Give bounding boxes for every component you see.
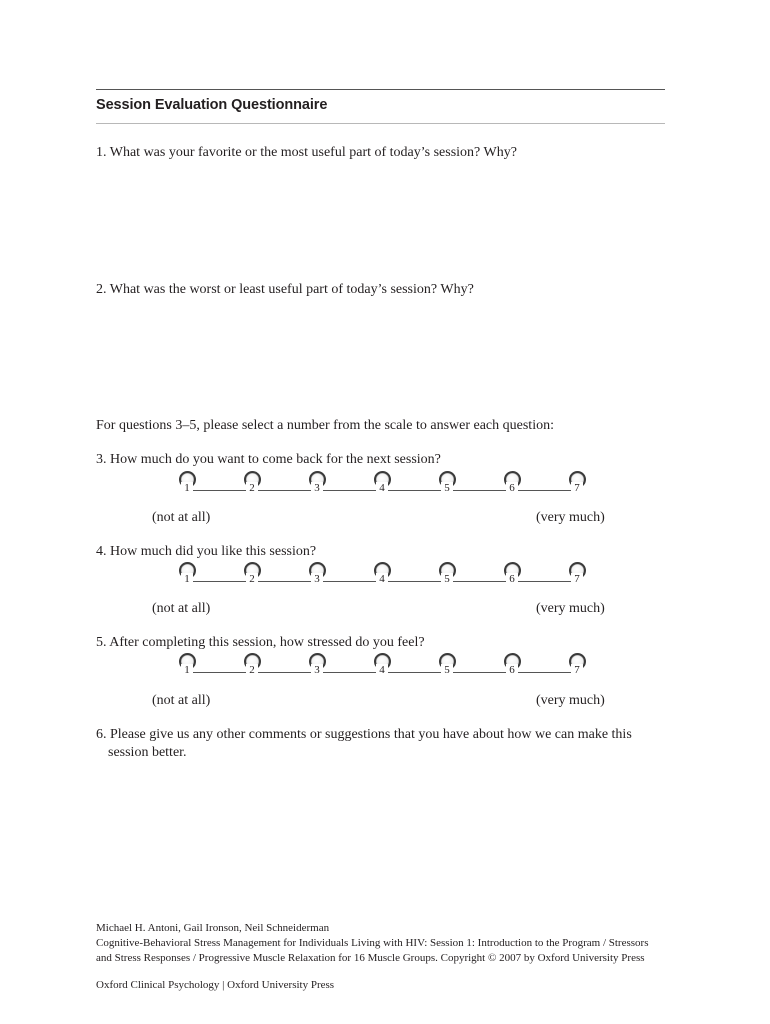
scale-number-5: 5 xyxy=(441,482,453,494)
rating-scale-q5 xyxy=(160,653,600,713)
footer-citation-line-1: Cognitive-Behavioral Stress Management for Individuals Living with HIV: Session 1: Introduction to the Program / Stressors xyxy=(96,937,649,949)
scale-number-7: 7 xyxy=(571,482,583,494)
scale-low-label: (not at all) xyxy=(152,693,211,708)
footer-authors: Michael H. Antoni, Gail Ironson, Neil Schneiderman xyxy=(96,922,330,934)
scale-number-2: 2 xyxy=(246,664,258,676)
question-1: 1. What was your favorite or the most useful part of today’s session? Why? xyxy=(96,145,517,160)
scale-number-3: 3 xyxy=(311,482,323,494)
scale-number-4: 4 xyxy=(376,573,388,585)
rating-scale-q4 xyxy=(160,562,600,622)
page-title: Session Evaluation Questionnaire xyxy=(96,97,328,113)
top-rule xyxy=(96,89,665,90)
scale-number-1: 1 xyxy=(181,573,193,585)
title-underline xyxy=(96,123,665,124)
question-4: 4. How much did you like this session? xyxy=(96,544,317,559)
question-5: 5. After completing this session, how stressed do you feel? xyxy=(96,635,425,650)
scale-number-3: 3 xyxy=(311,664,323,676)
scale-number-6: 6 xyxy=(506,664,518,676)
scale-number-6: 6 xyxy=(506,482,518,494)
scale-low-label: (not at all) xyxy=(152,601,211,616)
question-6-line-2: session better. xyxy=(108,745,187,760)
scale-number-4: 4 xyxy=(376,482,388,494)
question-3: 3. How much do you want to come back for the next session? xyxy=(96,452,441,467)
rating-scale-q3 xyxy=(160,471,600,531)
scale-number-5: 5 xyxy=(441,664,453,676)
scale-number-7: 7 xyxy=(571,664,583,676)
scale-number-2: 2 xyxy=(246,482,258,494)
question-6 xyxy=(96,726,676,762)
scale-number-1: 1 xyxy=(181,664,193,676)
scale-number-1: 1 xyxy=(181,482,193,494)
question-2: 2. What was the worst or least useful part of today’s session? Why? xyxy=(96,282,474,297)
scale-high-label: (very much) xyxy=(536,601,605,616)
question-6-line-1: 6. Please give us any other comments or suggestions that you have about how we can make this xyxy=(96,727,632,742)
scale-low-label: (not at all) xyxy=(152,510,211,525)
scale-number-7: 7 xyxy=(571,573,583,585)
scale-number-2: 2 xyxy=(246,573,258,585)
scale-instruction: For questions 3–5, please select a number from the scale to answer each question: xyxy=(96,418,554,433)
footer-publisher: Oxford Clinical Psychology | Oxford University Press xyxy=(96,979,335,991)
scale-number-5: 5 xyxy=(441,573,453,585)
scale-high-label: (very much) xyxy=(536,693,605,708)
scale-number-3: 3 xyxy=(311,573,323,585)
footer-citation-line-2: and Stress Responses / Progressive Muscle Relaxation for 16 Muscle Groups. Copyright © 2007 by Oxford University Press xyxy=(96,952,645,964)
scale-number-4: 4 xyxy=(376,664,388,676)
scale-number-6: 6 xyxy=(506,573,518,585)
scale-high-label: (very much) xyxy=(536,510,605,525)
